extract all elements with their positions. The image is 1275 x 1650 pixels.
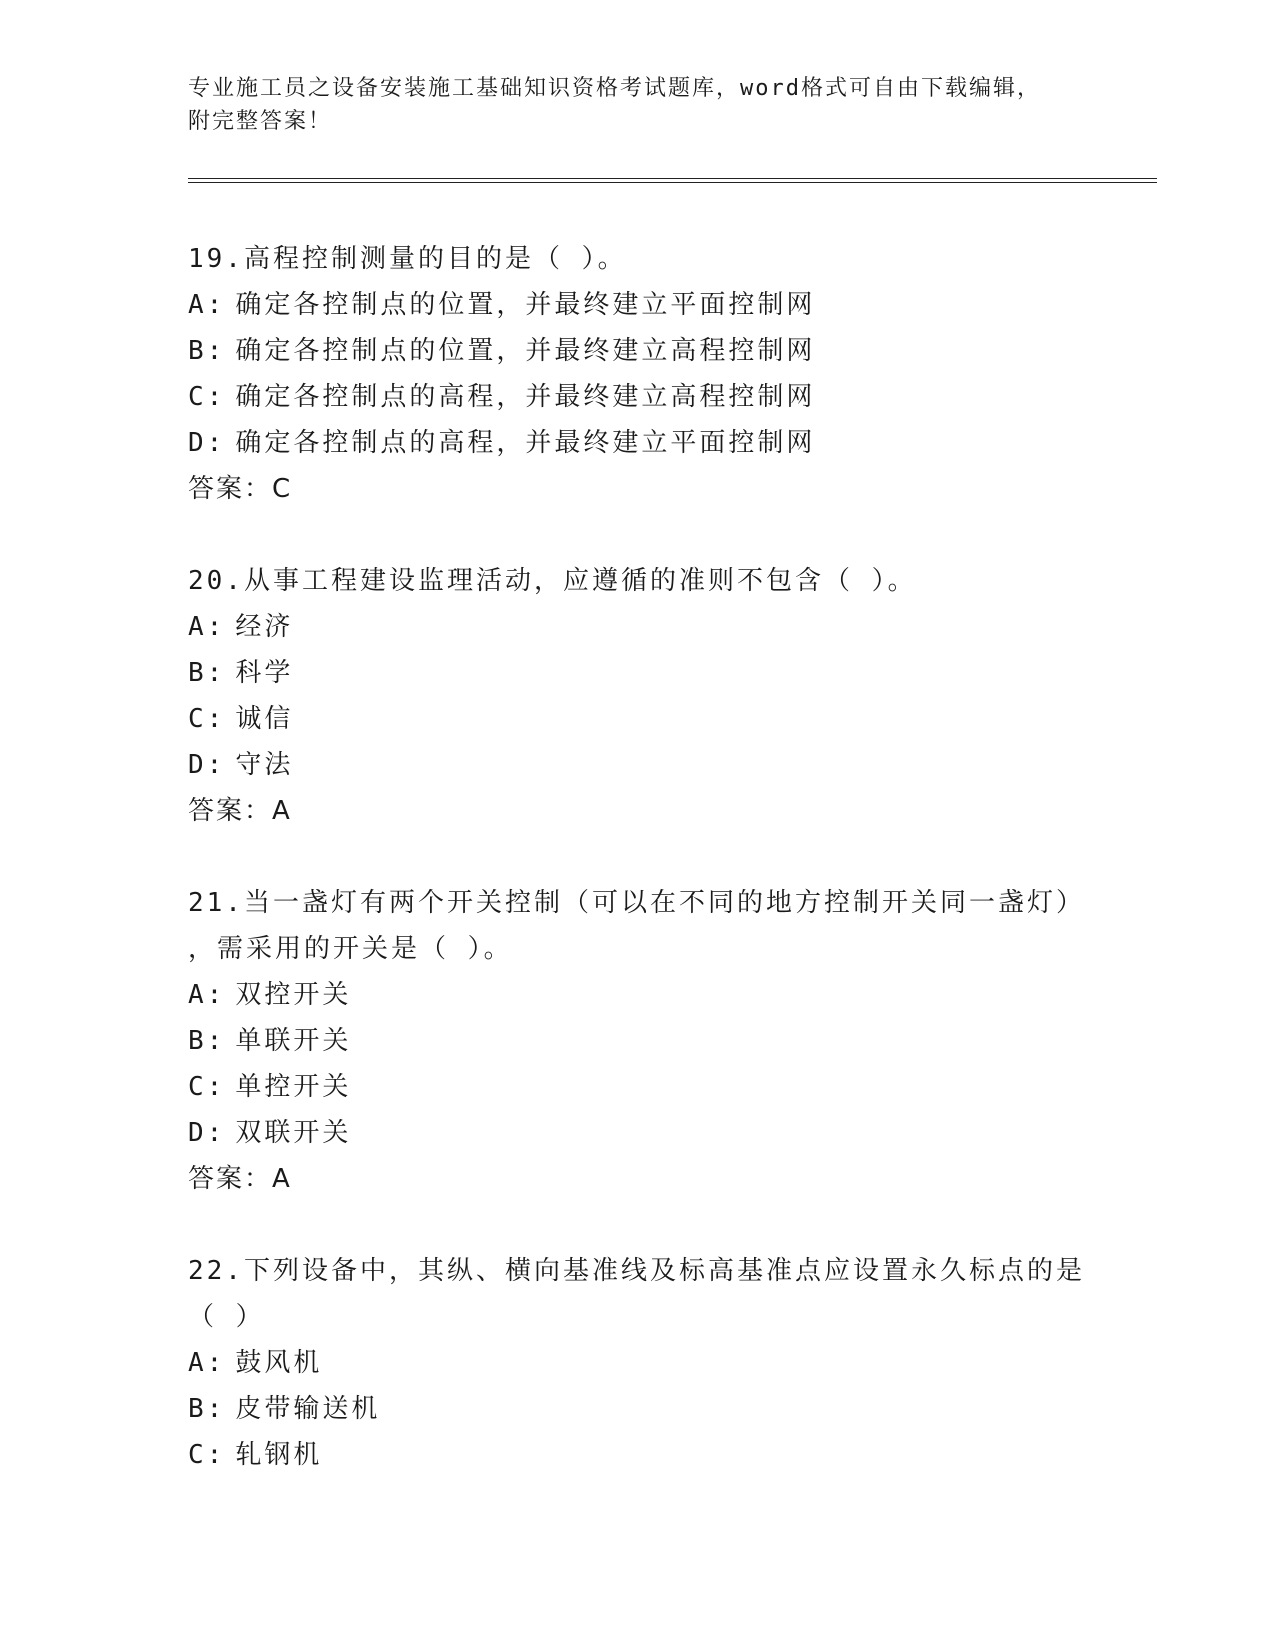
- header-divider-bottom: [188, 182, 1157, 183]
- option-text: 确定各控制点的高程，并最终建立高程控制网: [235, 382, 816, 412]
- question-stem: [188, 880, 1108, 972]
- option-text: 双联开关: [235, 1118, 352, 1148]
- header-title-line-2: 附完整答案！: [188, 109, 333, 134]
- question-stem-line: （ ）: [188, 1302, 265, 1332]
- option-text: 轧钢机: [235, 1440, 323, 1470]
- option-text: 鼓风机: [235, 1348, 323, 1378]
- question-20: [188, 558, 1108, 834]
- header-title-line-1: 专业施工员之设备安装施工基础知识资格考试题库，word格式可自由下载编辑，: [188, 76, 1041, 101]
- option-a: [188, 282, 1108, 328]
- option-key: A:: [188, 980, 226, 1010]
- option-text: 守法: [235, 750, 294, 780]
- option-text: 双控开关: [235, 980, 352, 1010]
- question-22: [188, 1248, 1108, 1478]
- option-d: [188, 420, 1108, 466]
- option-b: [188, 650, 1108, 696]
- option-a: [188, 604, 1108, 650]
- question-stem-line: ，需采用的开关是（ ）。: [188, 934, 513, 964]
- option-key: C:: [188, 704, 226, 734]
- option-text: 诚信: [235, 704, 294, 734]
- option-c: [188, 1064, 1108, 1110]
- question-stem-line: 22.下列设备中，其纵、横向基准线及标高基准点应设置永久标点的是: [188, 1256, 1085, 1286]
- question-stem: [188, 1248, 1108, 1340]
- option-d: [188, 1110, 1108, 1156]
- option-key: D:: [188, 750, 226, 780]
- option-text: 确定各控制点的位置，并最终建立平面控制网: [235, 290, 816, 320]
- option-key: B:: [188, 1026, 226, 1056]
- option-key: D:: [188, 428, 226, 458]
- answer-label: 答案：A: [188, 1164, 292, 1194]
- option-c: [188, 1432, 1108, 1478]
- option-key: C:: [188, 1072, 226, 1102]
- answer-label: 答案：C: [188, 474, 293, 504]
- option-key: B:: [188, 658, 226, 688]
- option-key: B:: [188, 1394, 226, 1424]
- option-key: A:: [188, 1348, 226, 1378]
- option-text: 单控开关: [235, 1072, 352, 1102]
- option-text: 经济: [235, 612, 294, 642]
- option-c: [188, 374, 1108, 420]
- header-divider-top: [188, 178, 1157, 179]
- document-header: [188, 72, 1088, 138]
- option-text: 确定各控制点的高程，并最终建立平面控制网: [235, 428, 816, 458]
- option-key: C:: [188, 382, 226, 412]
- option-text: 科学: [235, 658, 294, 688]
- option-key: C:: [188, 1440, 226, 1470]
- option-key: D:: [188, 1118, 226, 1148]
- option-a: [188, 972, 1108, 1018]
- question-stem: [188, 236, 1108, 282]
- option-d: [188, 742, 1108, 788]
- question-stem-line: 19.高程控制测量的目的是（ ）。: [188, 244, 627, 274]
- question-list: [188, 236, 1108, 1524]
- option-text: 单联开关: [235, 1026, 352, 1056]
- option-text: 皮带输送机: [235, 1394, 381, 1424]
- option-a: [188, 1340, 1108, 1386]
- option-b: [188, 1018, 1108, 1064]
- option-b: [188, 328, 1108, 374]
- option-key: A:: [188, 290, 226, 320]
- question-stem: [188, 558, 1108, 604]
- option-key: A:: [188, 612, 226, 642]
- question-stem-line: 20.从事工程建设监理活动，应遵循的准则不包含（ ）。: [188, 566, 917, 596]
- answer-label: 答案：A: [188, 796, 292, 826]
- option-c: [188, 696, 1108, 742]
- option-b: [188, 1386, 1108, 1432]
- option-text: 确定各控制点的位置，并最终建立高程控制网: [235, 336, 816, 366]
- question-19: [188, 236, 1108, 512]
- question-21: [188, 880, 1108, 1202]
- question-stem-line: 21.当一盏灯有两个开关控制（可以在不同的地方控制开关同一盏灯）: [188, 888, 1085, 918]
- option-key: B:: [188, 336, 226, 366]
